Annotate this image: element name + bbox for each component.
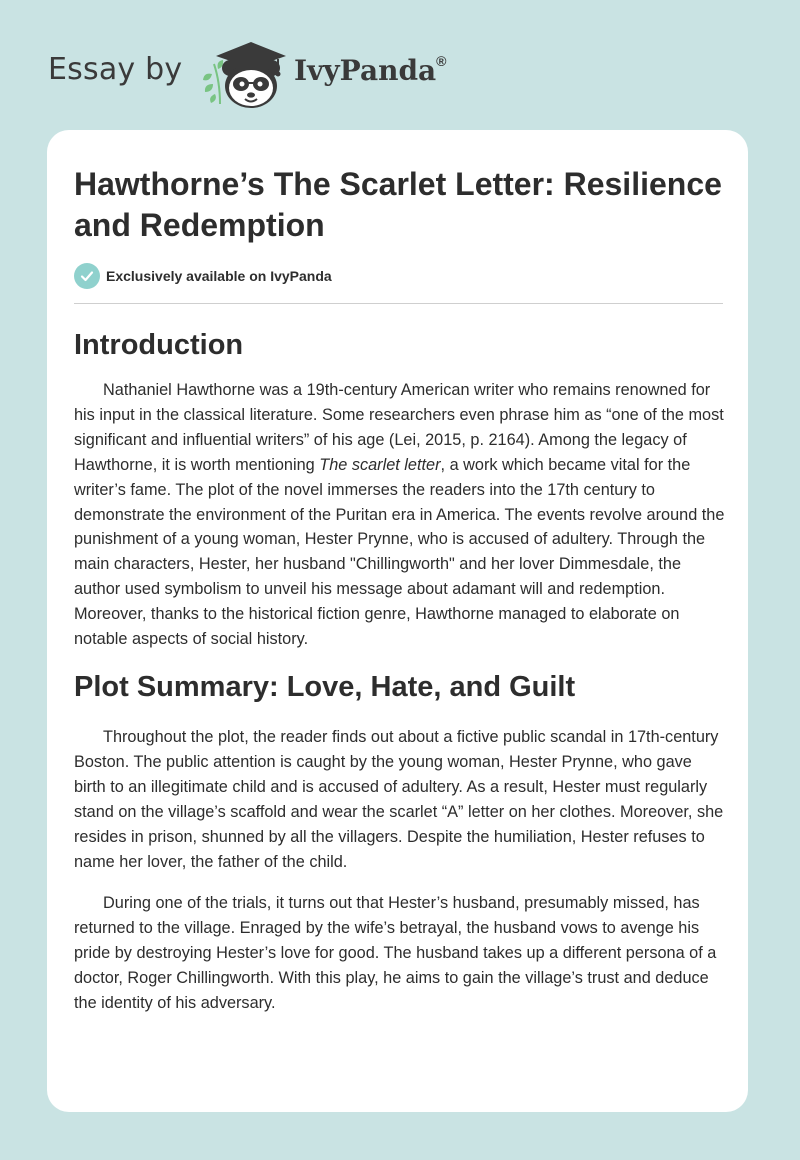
registered-mark: ® [436,52,447,69]
badge-text: Exclusively available on IvyPanda [106,268,332,284]
section-heading: Plot Summary: Love, Hate, and Guilt [74,670,576,703]
section-heading: Introduction [74,329,244,361]
essay-title: Hawthorne’s The Scarlet Letter: Resilience and Redemption [74,166,722,243]
check-circle-icon [74,263,100,289]
title-divider [74,303,723,304]
ivypanda-logo-text[interactable]: IvyPanda® [294,52,447,87]
paragraph: Throughout the plot, the reader finds out about a fictive public scandal in 17th-century Boston. The public attention is caught by the young woman, Hester Prynne, who gave birth to an illegitimate child and is accused of adultery. As a result, Hester must regularly stand on the village’s scaffold and wear the scarlet “A” letter on her clothes. Moreover, she resides in prison, shunned by all the villagers. Despite the humiliation, Hester refuses to name her lover, the father of the child. [74,727,724,871]
paragraph: During one of the trials, it turns out that Hester’s husband, presumably missed, has returned to the village. Enraged by the wife’s betrayal, the husband vows to avenge his pride by destroying Hester’s love for good. The husband takes up a different persona of a doctor, Roger Chillingworth. With this play, he aims to gain the village’s trust and deduce the identity of his adversary. [74,894,717,1013]
essay-body [74,326,726,1016]
exclusive-badge [74,263,332,289]
site-header [48,34,468,110]
essay-by-label: Essay by [48,52,183,87]
paragraph: Nathaniel Hawthorne was a 19th-century American writer who remains renowned for his input in the classical literature. Some researchers even phrase him as “one of the most significant and influential writers” of his age (Lei, 2015, p. 2164). Among the legacy of Hawthorne, it is worth mentioning The scarlet letter, a work which became vital for the writer’s fame. The plot of the novel immerses the readers into the 17th century to demonstrate the environment of the Puritan era in America. The events revolve around the punishment of a young woman, Hester Prynne, who is accused of adultery. Through the main characters, Hester, her husband "Chillingworth" and her lover Dimmesdale, the author used symbolism to unveil his message about adamant will and redemption. Moreover, thanks to the historical fiction genre, Hawthorne managed to elaborate on notable aspects of social history. [74,381,725,649]
panda-graduate-icon[interactable] [200,34,292,110]
essay-card [47,130,748,1112]
book-title-italic: The scarlet letter [319,455,441,474]
